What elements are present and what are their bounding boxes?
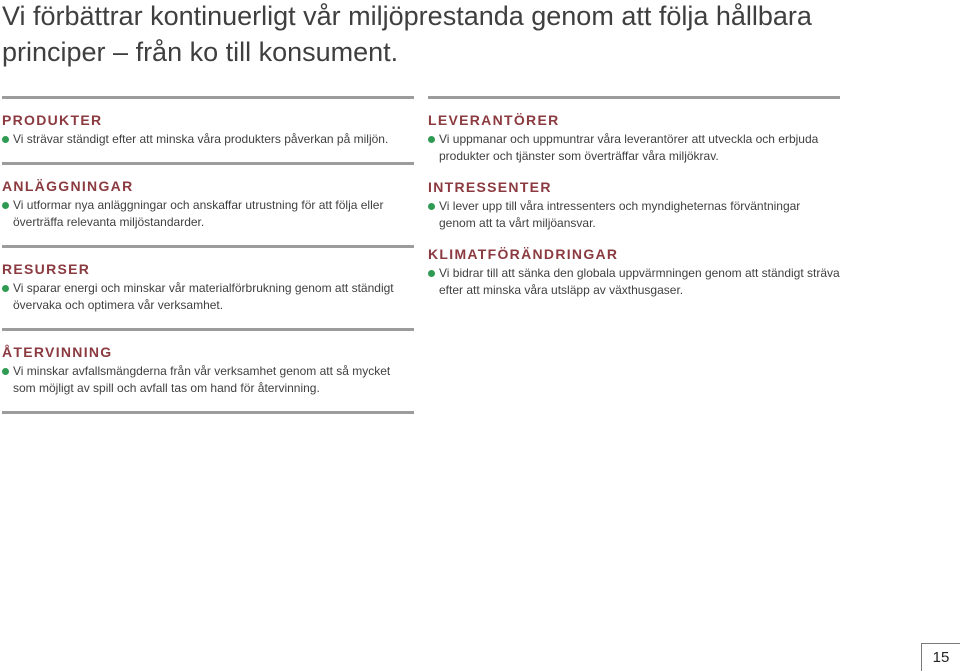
page-title: Vi förbättrar kontinuerligt vår miljöprestanda genom att följa hållbara principer – från ko till konsument. bbox=[2, 1, 812, 67]
section-intressenter bbox=[428, 165, 840, 232]
bullet-item bbox=[428, 265, 840, 299]
bullet-icon bbox=[428, 136, 435, 143]
section-produkter bbox=[2, 99, 414, 165]
section-heading: PRODUKTER bbox=[2, 112, 103, 128]
section-klimatforandringar bbox=[428, 232, 840, 299]
bullet-text: Vi strävar ständigt efter att minska våra produkters påverkan på miljön. bbox=[13, 132, 389, 146]
section-heading: KLIMATFÖRÄNDRINGAR bbox=[428, 246, 619, 262]
bullet-item bbox=[428, 131, 840, 165]
bullet-item bbox=[2, 363, 414, 397]
bullet-icon bbox=[2, 285, 9, 292]
bullet-icon bbox=[2, 202, 9, 209]
section-heading: LEVERANTÖRER bbox=[428, 112, 560, 128]
section-anlaggningar bbox=[2, 165, 414, 248]
section-heading: RESURSER bbox=[2, 261, 91, 277]
right-column bbox=[428, 96, 840, 299]
bullet-icon bbox=[2, 368, 9, 375]
bullet-icon bbox=[428, 270, 435, 277]
bullet-text: Vi uppmanar och uppmuntrar våra leverantörer att utveckla och erbjuda produkter och tjänster som överträffar våra miljökrav. bbox=[439, 132, 819, 163]
bullet-text: Vi utformar nya anläggningar och anskaffar utrustning för att följa eller överträffa relevanta miljöstandarder. bbox=[13, 198, 384, 229]
bullet-item bbox=[2, 197, 414, 231]
bullet-item bbox=[2, 280, 414, 314]
section-leverantorer bbox=[428, 99, 840, 165]
bullet-text: Vi bidrar till att sänka den globala uppvärmningen genom att ständigt sträva efter att minska våra utsläpp av växthusgaser. bbox=[439, 266, 840, 297]
section-heading: ÅTERVINNING bbox=[2, 344, 113, 360]
section-atervinning bbox=[2, 331, 414, 414]
bullet-text: Vi lever upp till våra intressenters och myndigheternas förväntningar genom att ta vårt miljöansvar. bbox=[439, 199, 801, 230]
bullet-icon bbox=[428, 203, 435, 210]
bullet-icon bbox=[2, 136, 9, 143]
section-heading: INTRESSENTER bbox=[428, 179, 552, 195]
left-column bbox=[2, 96, 414, 414]
bottom-divider bbox=[2, 411, 414, 414]
bullet-item bbox=[2, 131, 414, 148]
page-number: 15 bbox=[921, 643, 960, 671]
bullet-text: Vi minskar avfallsmängderna från vår verksamhet genom att så mycket som möjligt av spill och avfall tas om hand för återvinning. bbox=[13, 364, 391, 395]
section-resurser bbox=[2, 248, 414, 331]
bullet-text: Vi sparar energi och minskar vår materialförbrukning genom att ständigt övervaka och optimera vår verksamhet. bbox=[13, 281, 394, 312]
section-heading: ANLÄGGNINGAR bbox=[2, 178, 134, 194]
bullet-item bbox=[428, 198, 840, 232]
